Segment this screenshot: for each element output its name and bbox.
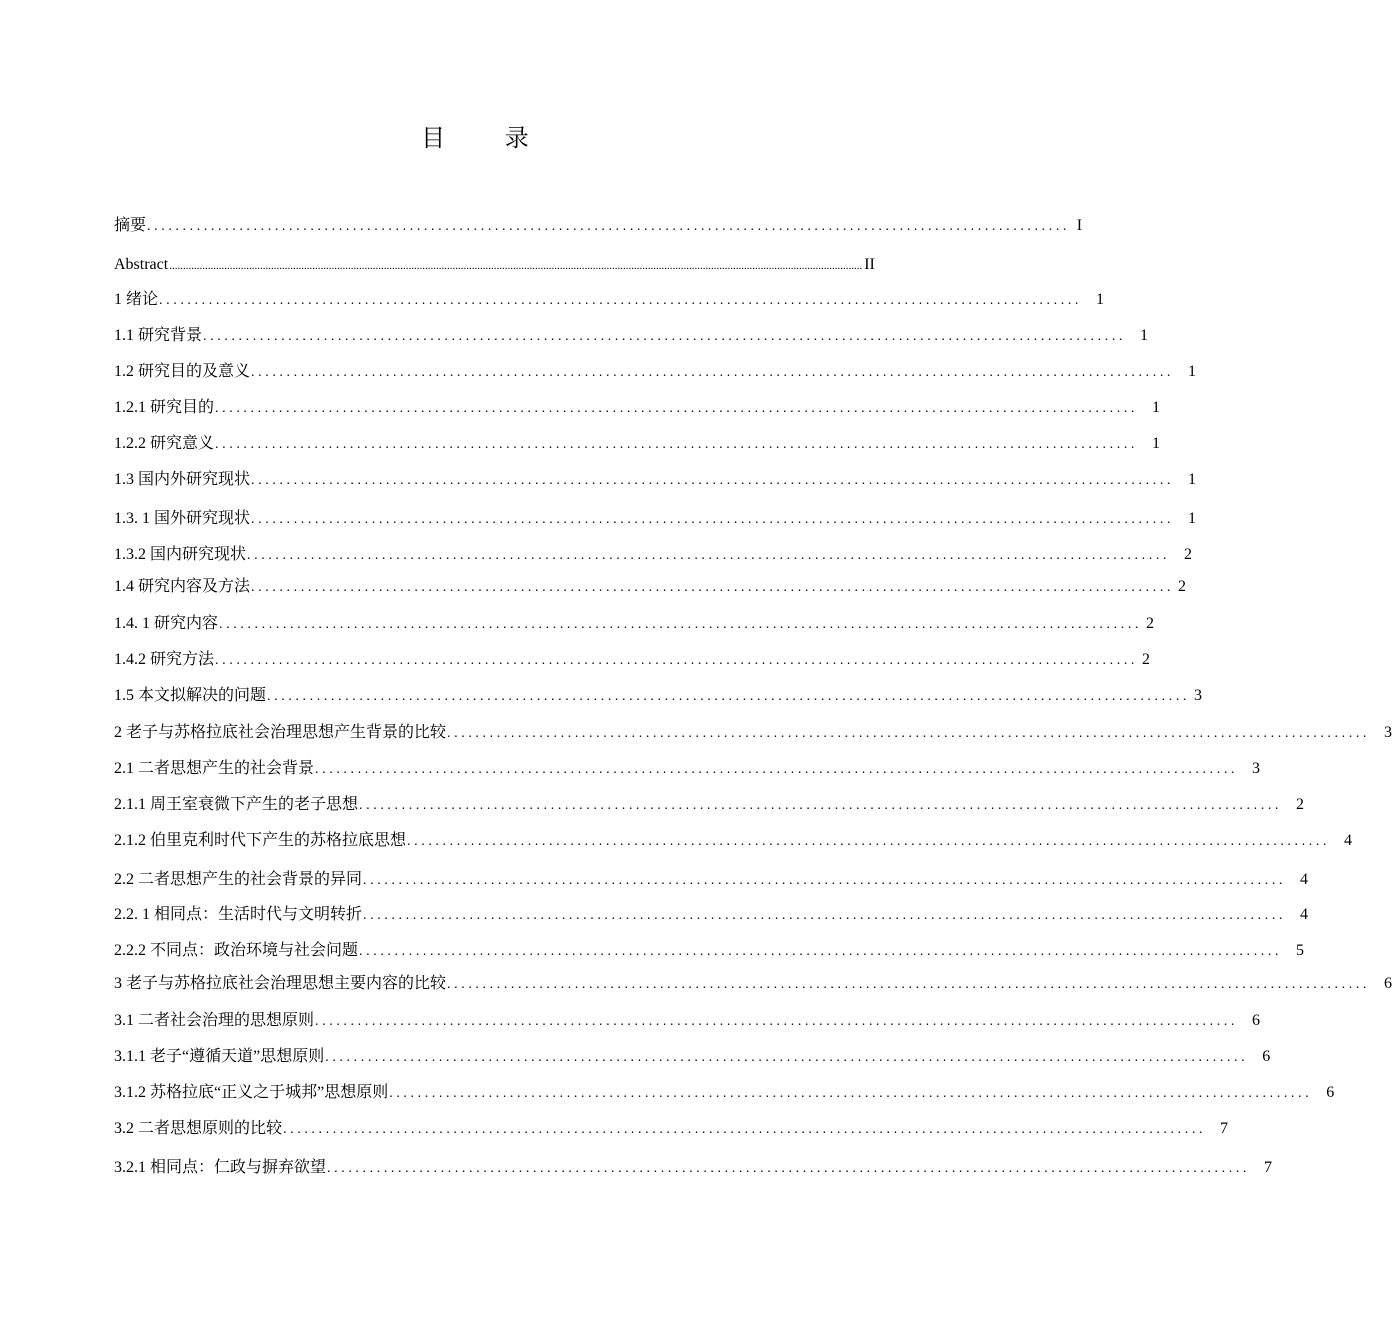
toc-entry-label: 3.2.1 相同点：仁政与摒弃欲望 xyxy=(114,1159,327,1176)
toc-entry-label: 摘要 xyxy=(114,217,147,234)
toc-entry-page: 2 xyxy=(1142,651,1151,668)
toc-dot-leader: .................................................................................................................................. xyxy=(363,873,1287,888)
toc-entry-1-3-2[interactable] xyxy=(114,543,1193,567)
toc-entry-label: 2.1 二者思想产生的社会背景 xyxy=(114,760,315,777)
toc-entry-3-2-1[interactable] xyxy=(114,1156,1273,1180)
toc-entry-chapter-3[interactable] xyxy=(114,972,1392,996)
toc-dot-leader: .................................................................................................................................. xyxy=(251,512,1175,527)
toc-entry-label: 2.2. 1 相同点：生活时代与文明转折 xyxy=(114,906,363,923)
toc-entry-1-2[interactable] xyxy=(114,360,1197,384)
toc-entry-label: 2.2.2 不同点：政治环境与社会问题 xyxy=(114,942,359,959)
toc-entry-page: 3 xyxy=(1384,724,1392,741)
toc-dot-leader: .................................................................................................................................. xyxy=(251,365,1175,380)
toc-entry-2-1-2[interactable] xyxy=(114,829,1353,853)
toc-entry-page: 6 xyxy=(1252,1012,1261,1029)
toc-entry-label: 1.3.2 国内研究现状 xyxy=(114,546,247,563)
toc-entry-abstract-cn[interactable] xyxy=(114,214,1083,238)
toc-entry-label: 3 老子与苏格拉底社会治理思想主要内容的比较 xyxy=(114,975,447,992)
toc-entry-label: 1.3 国内外研究现状 xyxy=(114,471,251,488)
toc-entry-label: 1.4. 1 研究内容 xyxy=(114,615,219,632)
toc-dot-leader: .................................................................................................................................. xyxy=(315,762,1239,777)
toc-dot-leader: .................................................................................................................................. xyxy=(327,1161,1251,1176)
toc-entry-page: 3 xyxy=(1252,760,1261,777)
toc-entry-label: 1 绪论 xyxy=(114,291,159,308)
toc-dot-leader: .................................................................................................................................. xyxy=(215,437,1139,452)
toc-entry-2-1[interactable] xyxy=(114,757,1261,781)
toc-entry-page: 6 xyxy=(1384,975,1392,992)
toc-dot-leader: .................................................................................................................................. xyxy=(283,1122,1207,1137)
toc-entry-1-4-1[interactable] xyxy=(114,612,1155,636)
toc-entry-3-2[interactable] xyxy=(114,1117,1229,1141)
toc-entry-page: 2 xyxy=(1178,578,1187,595)
toc-entry-page: 1 xyxy=(1096,291,1105,308)
toc-entry-label: Abstract xyxy=(114,256,169,273)
toc-entry-page: 4 xyxy=(1300,871,1309,888)
toc-entry-2-1-1[interactable] xyxy=(114,793,1305,817)
toc-entry-abstract-en[interactable] xyxy=(114,253,875,277)
toc-entry-page: II xyxy=(864,256,875,273)
toc-dot-leader: .................................................................................................................................. xyxy=(389,1086,1313,1101)
toc-dot-leader: .................................................................................................................................. xyxy=(203,329,1127,344)
toc-entry-page: 1 xyxy=(1152,399,1161,416)
toc-dot-leader: .................................................................................................................................. xyxy=(325,1050,1249,1065)
toc-entry-3-1[interactable] xyxy=(114,1009,1261,1033)
page-title: 目 录 xyxy=(421,124,555,152)
toc-entry-label: 1.4.2 研究方法 xyxy=(114,651,215,668)
toc-entry-1-2-2[interactable] xyxy=(114,432,1161,456)
toc-entry-page: 7 xyxy=(1264,1159,1273,1176)
toc-entry-label: 1.4 研究内容及方法 xyxy=(114,578,251,595)
toc-entry-page: 2 xyxy=(1296,796,1305,813)
toc-dot-leader: .................................................................................................................................. xyxy=(315,1014,1239,1029)
toc-entry-label: 3.1.1 老子“遵循天道”思想原则 xyxy=(114,1048,325,1065)
toc-entry-page: 1 xyxy=(1152,435,1161,452)
toc-dot-leader: .................................................................................................................................. xyxy=(219,617,1143,632)
toc-dot-leader: .................................................................................................................................. xyxy=(359,798,1283,813)
toc-entry-1-3[interactable] xyxy=(114,468,1197,492)
toc-entry-page: 3 xyxy=(1194,687,1203,704)
toc-dot-leader: .................................................................................................................................. xyxy=(251,473,1175,488)
toc-entry-label: 2.2 二者思想产生的社会背景的异同 xyxy=(114,871,363,888)
toc-dot-leader: .................................................................................................................................. xyxy=(215,653,1139,668)
toc-dot-leader: .................................................................................................................................. xyxy=(447,726,1371,741)
toc-entry-label: 2.1.2 伯里克利时代下产生的苏格拉底思想 xyxy=(114,832,407,849)
toc-entry-1-1[interactable] xyxy=(114,324,1149,348)
toc-entry-1-3-1[interactable] xyxy=(114,507,1197,531)
toc-entry-label: 1.2 研究目的及意义 xyxy=(114,363,251,380)
toc-dot-leader: .................................................................................................................................. xyxy=(251,580,1175,595)
toc-entry-label: 3.1 二者社会治理的思想原则 xyxy=(114,1012,315,1029)
toc-entry-2-2-1[interactable] xyxy=(114,903,1309,927)
toc-entry-label: 2.1.1 周王室衰微下产生的老子思想 xyxy=(114,796,359,813)
toc-entry-page: 6 xyxy=(1326,1084,1335,1101)
toc-dot-leader: .................................................................................................................................. xyxy=(407,834,1331,849)
toc-entry-1-4[interactable] xyxy=(114,575,1187,599)
toc-entry-page: 1 xyxy=(1140,327,1149,344)
toc-entry-page: 1 xyxy=(1188,471,1197,488)
toc-entry-page: 2 xyxy=(1184,546,1193,563)
toc-entry-label: 1.2.1 研究目的 xyxy=(114,399,215,416)
toc-dot-leader: .................................................................................................................................. xyxy=(147,219,1071,234)
toc-dot-leader: ............................................................................................................................................................................................................................................................ xyxy=(169,260,863,272)
toc-entry-1-5[interactable] xyxy=(114,684,1203,708)
toc-entry-3-1-1[interactable] xyxy=(114,1045,1271,1069)
toc-entry-page: 4 xyxy=(1344,832,1353,849)
toc-entry-chapter-1[interactable] xyxy=(114,288,1105,312)
toc-entry-page: 5 xyxy=(1296,942,1305,959)
toc-entry-2-2-2[interactable] xyxy=(114,939,1305,963)
toc-entry-label: 3.1.2 苏格拉底“正义之于城邦”思想原则 xyxy=(114,1084,389,1101)
toc-entry-chapter-2[interactable] xyxy=(114,721,1392,745)
toc-entry-1-4-2[interactable] xyxy=(114,648,1151,672)
toc-entry-label: 2 老子与苏格拉底社会治理思想产生背景的比较 xyxy=(114,724,447,741)
toc-entry-label: 1.2.2 研究意义 xyxy=(114,435,215,452)
toc-dot-leader: .................................................................................................................................. xyxy=(247,548,1171,563)
toc-entry-page: 1 xyxy=(1188,363,1197,380)
toc-entry-label: 1.3. 1 国外研究现状 xyxy=(114,510,251,527)
toc-dot-leader: .................................................................................................................................. xyxy=(267,689,1191,704)
toc-entry-page: I xyxy=(1076,217,1083,234)
toc-dot-leader: .................................................................................................................................. xyxy=(447,977,1371,992)
toc-entry-page: 7 xyxy=(1220,1120,1229,1137)
toc-entry-3-1-2[interactable] xyxy=(114,1081,1335,1105)
toc-entry-1-2-1[interactable] xyxy=(114,396,1161,420)
toc-entry-page: 1 xyxy=(1188,510,1197,527)
toc-dot-leader: .................................................................................................................................. xyxy=(363,908,1287,923)
toc-entry-label: 1.5 本文拟解决的问题 xyxy=(114,687,267,704)
toc-entry-page: 2 xyxy=(1146,615,1155,632)
toc-dot-leader: .................................................................................................................................. xyxy=(359,944,1283,959)
toc-entry-page: 6 xyxy=(1262,1048,1271,1065)
toc-entry-page: 4 xyxy=(1300,906,1309,923)
toc-dot-leader: .................................................................................................................................. xyxy=(215,401,1139,416)
toc-entry-label: 1.1 研究背景 xyxy=(114,327,203,344)
toc-entry-2-2[interactable] xyxy=(114,868,1309,892)
toc-dot-leader: .................................................................................................................................. xyxy=(159,293,1083,308)
toc-entry-label: 3.2 二者思想原则的比较 xyxy=(114,1120,283,1137)
